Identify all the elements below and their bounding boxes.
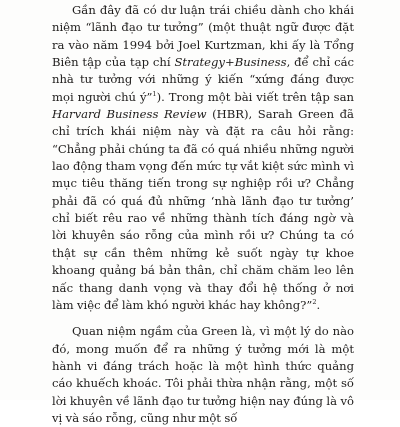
body-text [52,2,354,427]
footnote-marker-1: 1 [152,89,157,98]
text-run: Quan niệm ngầm của Green là, vì một lý do nào đó, mong muốn để ra những ý tưởng mới là một hành vi đáng trách hoặc là một hình thức quảng cáo khuếch khoác. Tôi phải thừa nhận rằng, một số lời khuyên về lãnh đạo tư tưởng hiện nay đúng là vô vị và sáo rỗng, cũng như một số [52,324,354,425]
magazine-title-strategy-business: Strategy+Business [174,55,287,70]
text-run: . [316,297,321,312]
text-run: Gần đây đã có dư luận trái chiều dành cho khái niệm “lãnh đạo tư tưởng” (một thuật ngữ được đặt ra vào năm 1994 bởi Joel Kurtzman, khi ấy là Tổng Biên tập của tạp chí [52,3,354,70]
text-run: , để chỉ các nhà tư tưởng với những ý kiến “xứng đáng được mọi người chú ý” [52,55,354,104]
text-run: ). Trong một bài viết trên tập san [156,89,354,104]
paragraph-1 [52,2,354,314]
paragraph-2 [52,323,354,427]
journal-title-hbr: Harvard Business Review [52,107,207,122]
footnote-marker-2: 2 [312,297,317,306]
text-run: (HBR), Sarah Green đã chỉ trích khái niệm này và đặt ra câu hỏi rằng: “Chẳng phải chúng ta đã có quá nhiều những người lao động tham vọng đến mức tự vắt kiệt sức mình vì mục tiêu thăng tiến trong sự nghiệp rồi ư? Chẳng phải đã có quá đủ những ‘nhà lãnh đạo tư tưởng’ chỉ biết rêu rao về những thành tích đáng ngờ và lời khuyên sáo rỗng của mình rồi ư? Chúng ta có thật sự cần thêm những kẻ suốt ngày tự khoe khoang quảng bá bản thân, chỉ chăm chăm leo lên nấc thang danh vọng và thay đổi hệ thống ở nơi làm việc để làm khó người khác hay không?” [52,107,354,312]
